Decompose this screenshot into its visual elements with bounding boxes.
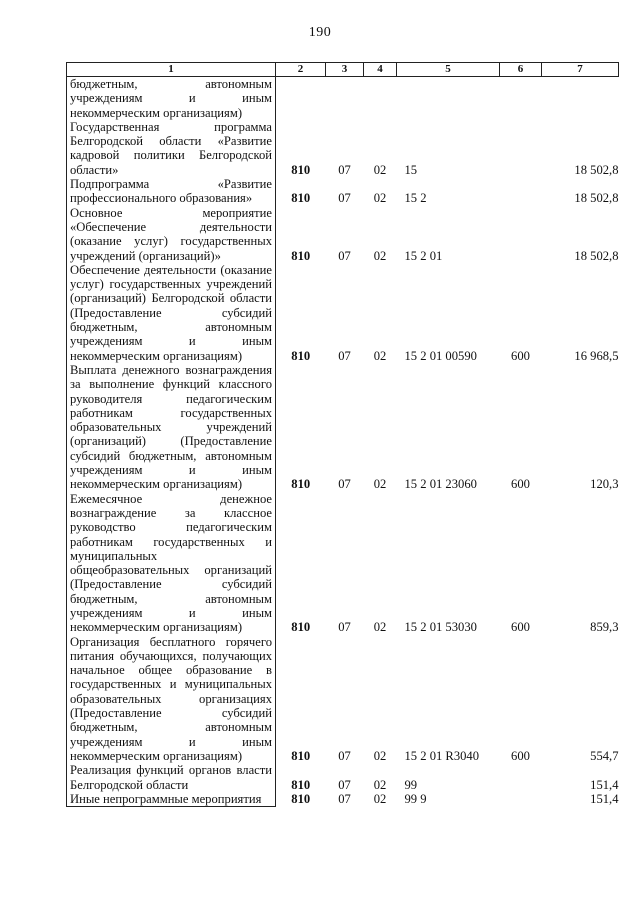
row-code-cell: 810 [291,748,311,763]
row-name-cell: Реализация функций органов власти Белгородской области [67,763,276,792]
row-subsection-cell: 02 [373,191,387,206]
table-row [67,363,619,492]
row-section-cell: 07 [338,477,351,492]
row-name-cell: Основное мероприятие «Обеспечение деятельности (оказание услуг) государственных учреждений (организаций)» [67,206,276,263]
table-row [67,263,619,363]
row-name-cell: Организация бесплатного горячего питания обучающихся, получающих начальное общее образование в государственных и муниципальных образовательных организациях (Предоставление субсидий бюджетным, автономным учреждениям и иным некоммерческим организациям) [67,635,276,764]
row-target-cell: 99 9 [404,792,427,807]
row-subsection-cell: 02 [373,777,387,792]
row-amount-cell: 151,4 [590,777,619,792]
table-row [67,763,619,792]
row-amount-cell: 18 502,8 [574,191,619,206]
row-expense-type-cell [500,77,542,120]
row-expense-type-cell: 600 [511,477,530,492]
row-name-cell: Подпрограмма «Развитие профессионального образования» [67,177,276,206]
row-expense-type-cell [500,792,542,807]
row-code-cell: 810 [291,620,311,635]
row-code-cell [276,77,326,120]
row-section-cell: 07 [338,162,351,177]
column-header: 3 [326,63,364,77]
column-header: 7 [542,63,619,77]
row-amount-cell: 151,4 [590,792,619,807]
row-code-cell: 810 [291,191,311,206]
row-target-cell: 15 2 01 00590 [404,348,477,363]
column-header: 2 [276,63,326,77]
table-row [67,206,619,263]
row-section-cell: 07 [338,777,351,792]
page-number: 190 [308,25,332,40]
table-row [67,792,619,807]
row-expense-type-cell [500,120,542,177]
row-code-cell: 810 [291,348,311,363]
row-amount-cell: 120,3 [590,477,619,492]
row-section-cell: 07 [338,620,351,635]
column-header: 4 [364,63,397,77]
row-subsection-cell: 02 [373,748,387,763]
row-name-cell: Выплата денежного вознаграждения за выполнение функций классного руководителя педагогическим работникам государственных образовательных учреждений (организаций) (Предоставление субсидий бюджетным, автономным учреждениям и иным некоммерческим организациям) [67,363,276,492]
row-target-cell: 15 2 01 [404,248,443,263]
row-amount-cell: 18 502,8 [574,162,619,177]
row-expense-type-cell [500,763,542,792]
row-target-cell: 15 [404,162,418,177]
row-code-cell: 810 [291,777,311,792]
row-expense-type-cell: 600 [511,748,530,763]
row-name-cell: Государственная программа Белгородской области «Развитие кадровой политики Белгородской области» [67,120,276,177]
row-amount-cell [542,77,619,120]
column-header: 5 [397,63,500,77]
row-section-cell: 07 [338,348,351,363]
row-code-cell: 810 [291,248,311,263]
row-target-cell: 15 2 [404,191,427,206]
budget-table [66,62,619,807]
row-target-cell: 15 2 01 53030 [404,620,477,635]
row-subsection-cell: 02 [373,477,387,492]
row-expense-type-cell [500,177,542,206]
row-expense-type-cell [500,206,542,263]
table-row [67,120,619,177]
table-body [67,77,619,807]
row-target-cell: 15 2 01 23060 [404,477,477,492]
row-code-cell: 810 [291,477,311,492]
row-name-cell: бюджетным, автономным учреждениям и иным некоммерческим организациям) [67,77,276,120]
row-section-cell [326,77,364,120]
row-code-cell: 810 [291,792,311,807]
row-subsection-cell: 02 [373,792,387,807]
row-subsection-cell [364,77,397,120]
row-section-cell: 07 [338,191,351,206]
table-row [67,77,619,120]
row-subsection-cell: 02 [373,620,387,635]
row-section-cell: 07 [338,248,351,263]
row-target-cell [397,77,500,120]
row-amount-cell: 554,7 [590,748,619,763]
row-expense-type-cell: 600 [511,620,530,635]
row-amount-cell: 16 968,5 [574,348,619,363]
table-row [67,492,619,635]
row-amount-cell: 859,3 [590,620,619,635]
row-section-cell: 07 [338,792,351,807]
row-name-cell: Иные непрограммные мероприятия [67,792,276,807]
table-row [67,635,619,764]
row-subsection-cell: 02 [373,248,387,263]
row-expense-type-cell: 600 [511,348,530,363]
row-name-cell: Обеспечение деятельности (оказание услуг) государственных учреждений (организаций) Белгородской области (Предоставление субсидий бюджетным, автономным учреждениям и иным некоммерческим организациям) [67,263,276,363]
row-subsection-cell: 02 [373,348,387,363]
row-section-cell: 07 [338,748,351,763]
table-row [67,177,619,206]
row-name-cell: Ежемесячное денежное вознаграждение за классное руководство педагогическим работникам государственных и муниципальных общеобразовательных организаций (Предоставление субсидий бюджетным, автономным учреждениям и иным некоммерческим организациям) [67,492,276,635]
column-header: 1 [67,63,276,77]
column-header: 6 [500,63,542,77]
row-code-cell: 810 [291,162,311,177]
row-subsection-cell: 02 [373,162,387,177]
row-target-cell: 15 2 01 R3040 [404,748,480,763]
row-amount-cell: 18 502,8 [574,248,619,263]
table-header [67,63,619,77]
row-target-cell: 99 [404,777,418,792]
